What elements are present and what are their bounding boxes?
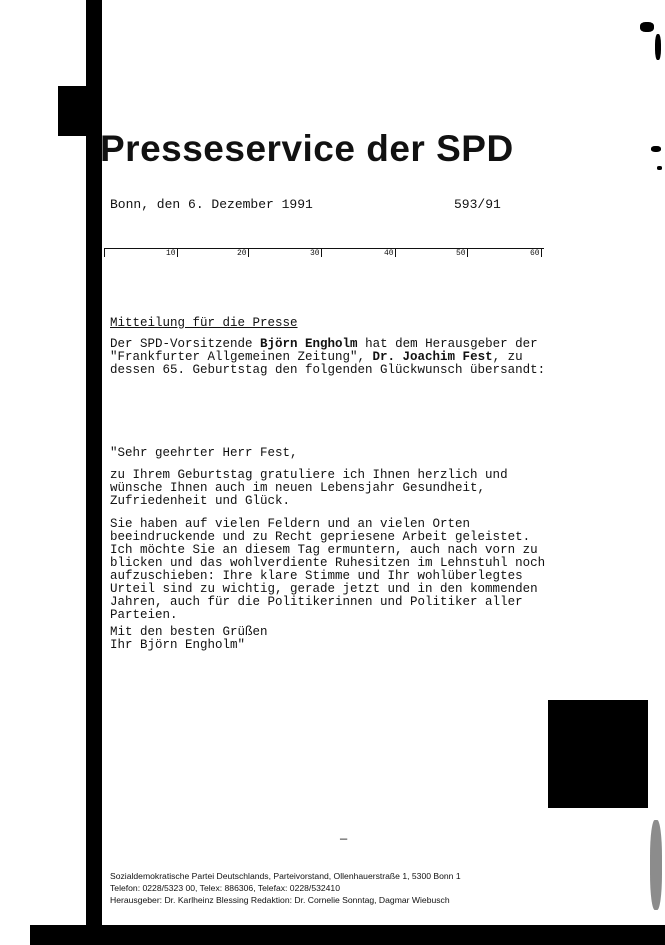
- scan-speck: [640, 22, 654, 32]
- letter-line: Urteil sind zu wichtig, gerade jetzt und in den kommenden: [110, 582, 538, 596]
- separator-dash: —: [340, 832, 348, 846]
- typewriter-ruler: [104, 246, 544, 260]
- letter-line: blicken und das wohlverdiente Ruhesitzen im Lehnstuhl noch: [110, 556, 546, 570]
- letter-closing: Mit den besten Grüßen: [110, 625, 268, 639]
- footer: [110, 870, 461, 906]
- letter-line: Zufriedenheit und Glück.: [110, 494, 291, 508]
- letter-line: aufzuschieben: Ihre klare Stimme und Ihr wohlüberlegtes: [110, 569, 523, 583]
- document-number: 593/91: [454, 197, 501, 212]
- letter-line: zu Ihrem Geburtstag gratuliere ich Ihnen herzlich und: [110, 468, 508, 482]
- intro-line: dessen 65. Geburtstag den folgenden Glückwunsch übersandt:: [110, 363, 546, 377]
- letter-salutation: "Sehr geehrter Herr Fest,: [110, 446, 298, 460]
- scan-border-bottom: [30, 925, 665, 945]
- ruler-mark: 20: [237, 249, 247, 258]
- letter-line: Sie haben auf vielen Feldern und an vielen Orten: [110, 517, 471, 531]
- intro-line: Der SPD-Vorsitzende Björn Engholm hat dem Herausgeber der: [110, 337, 538, 351]
- scan-block-left: [58, 86, 102, 136]
- letter-line: Parteien.: [110, 608, 178, 622]
- scan-speck: [650, 820, 662, 910]
- ruler-mark: 10: [166, 249, 176, 258]
- ruler-mark: 30: [310, 249, 320, 258]
- scan-block-right: [548, 700, 648, 808]
- intro-line: "Frankfurter Allgemeinen Zeitung", Dr. Joachim Fest, zu: [110, 350, 523, 364]
- ruler-mark: 50: [456, 249, 466, 258]
- letter-line: beeindruckende und zu Recht gepriesene Arbeit geleistet.: [110, 530, 531, 544]
- letter-line: wünsche Ihnen auch im neuen Lebensjahr Gesundheit,: [110, 481, 486, 495]
- letter-signature: Ihr Björn Engholm": [110, 638, 246, 652]
- letter-line: Jahren, auch für die Politikerinnen und Politiker aller: [110, 595, 523, 609]
- letter-line: Ich möchte Sie an diesem Tag ermuntern, auch nach vorn zu: [110, 543, 538, 557]
- scan-speck: [655, 34, 661, 60]
- scan-speck: [657, 166, 662, 170]
- footer-address: Sozialdemokratische Partei Deutschlands, Parteivorstand, Ollenhauerstraße 1, 5300 Bonn 1: [110, 871, 461, 881]
- scan-speck: [651, 146, 661, 152]
- dateline: Bonn, den 6. Dezember 1991: [110, 197, 313, 212]
- page-title: Presseservice der SPD: [100, 128, 514, 169]
- ruler-mark: 60: [530, 249, 540, 258]
- ruler-mark: 40: [384, 249, 394, 258]
- footer-editors: Herausgeber: Dr. Karlheinz Blessing Redaktion: Dr. Cornelie Sonntag, Dagmar Wiebusch: [110, 895, 450, 905]
- footer-contact: Telefon: 0228/5323 00, Telex: 886306, Telefax: 0228/532410: [110, 883, 340, 893]
- section-title: Mitteilung für die Presse: [110, 316, 298, 330]
- ruler-start-tick: [104, 248, 105, 257]
